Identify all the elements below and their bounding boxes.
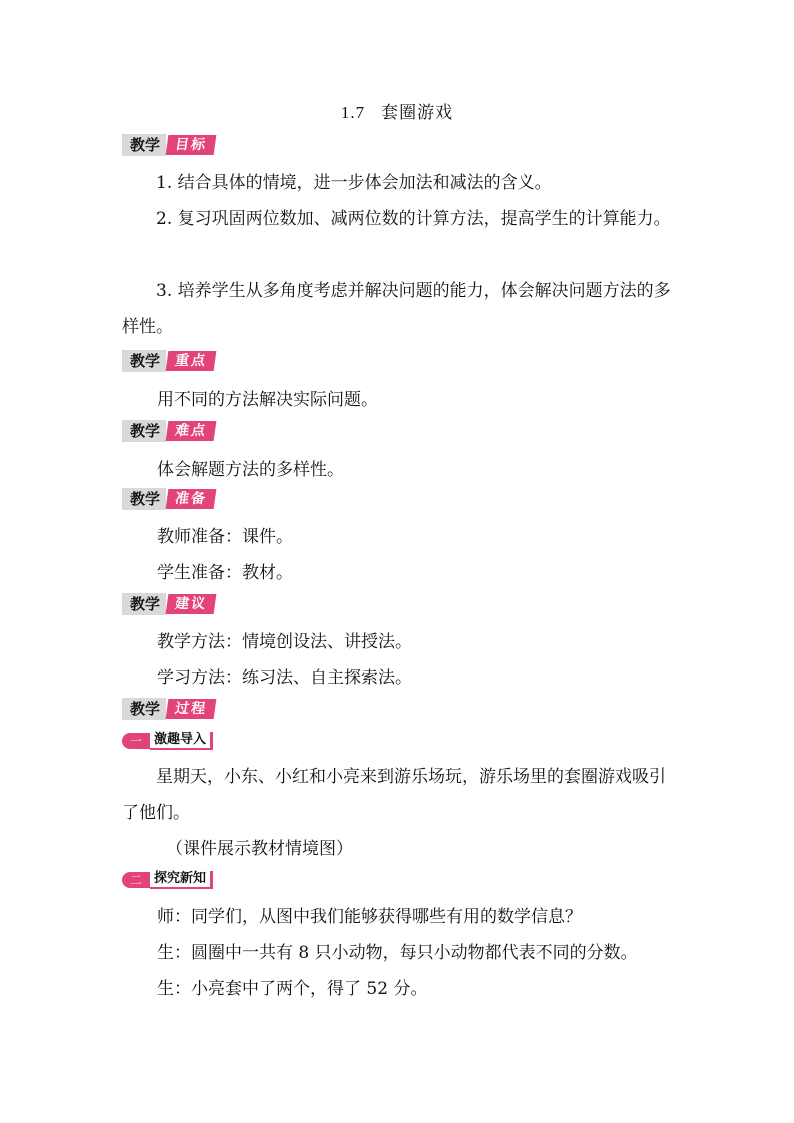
dialogue-line-1: 师：同学们，从图中我们能够获得哪些有用的数学信息？	[157, 907, 582, 927]
difficulty-text: 体会解题方法的多样性。	[157, 460, 344, 480]
goal-3: 3. 培养学生从多角度考虑并解决问题的能力，体会解决问题方法的多样性。	[122, 281, 671, 337]
badge-tag: 建议	[166, 594, 217, 614]
badge-label: 教学	[122, 134, 166, 156]
badge-label: 教学	[122, 593, 166, 615]
suggestion-learning: 学习方法：练习法、自主探索法。	[157, 668, 412, 688]
goal-1: 1. 结合具体的情境，进一步体会加法和减法的含义。	[156, 173, 552, 193]
badge-tag: 重点	[166, 351, 217, 371]
lesson-title: 套圈游戏	[381, 103, 454, 123]
badge-tag: 准备	[166, 489, 217, 509]
step-bar	[210, 732, 213, 750]
badge-tag: 难点	[166, 421, 217, 441]
suggestion-teaching: 教学方法：情境创设法、讲授法。	[157, 632, 412, 652]
section-badge-process	[122, 698, 215, 720]
section-badge-difficulty	[122, 420, 215, 442]
step-badge-intro	[122, 732, 213, 750]
goal-2: 2. 复习巩固两位数加、减两位数的计算方法，提高学生的计算能力。	[156, 209, 671, 229]
dialogue-line-2: 生：圆圈中一共有 8 只小动物，每只小动物都代表不同的分数。	[157, 943, 638, 963]
section-badge-goals	[122, 134, 215, 156]
badge-tag: 过程	[166, 699, 217, 719]
badge-label: 教学	[122, 420, 166, 442]
intro-note: （课件展示教材情境图）	[166, 839, 353, 859]
page-title	[0, 98, 794, 123]
section-badge-prep	[122, 488, 215, 510]
section-badge-key	[122, 350, 215, 372]
key-point-text: 用不同的方法解决实际问题。	[157, 390, 378, 410]
prep-student: 学生准备：教材。	[157, 563, 293, 583]
badge-label: 教学	[122, 350, 166, 372]
section-badge-suggestions	[122, 593, 215, 615]
intro-text: 星期天，小东、小红和小亮来到游乐场玩，游乐场里的套圈游戏吸引了他们。	[122, 767, 666, 823]
badge-tag: 目标	[166, 135, 217, 155]
dialogue-line-3: 生：小亮套中了两个，得了 52 分。	[157, 979, 428, 999]
step-index: 一	[122, 733, 150, 749]
badge-label: 教学	[122, 488, 166, 510]
step-label: 激趣导入	[150, 732, 210, 750]
badge-label: 教学	[122, 698, 166, 720]
step-index: 二	[122, 872, 150, 888]
step-badge-explore	[122, 871, 213, 889]
step-label: 探究新知	[150, 871, 210, 889]
step-bar	[210, 871, 213, 889]
lesson-number: 1.7	[340, 103, 366, 122]
prep-teacher: 教师准备：课件。	[157, 527, 293, 547]
